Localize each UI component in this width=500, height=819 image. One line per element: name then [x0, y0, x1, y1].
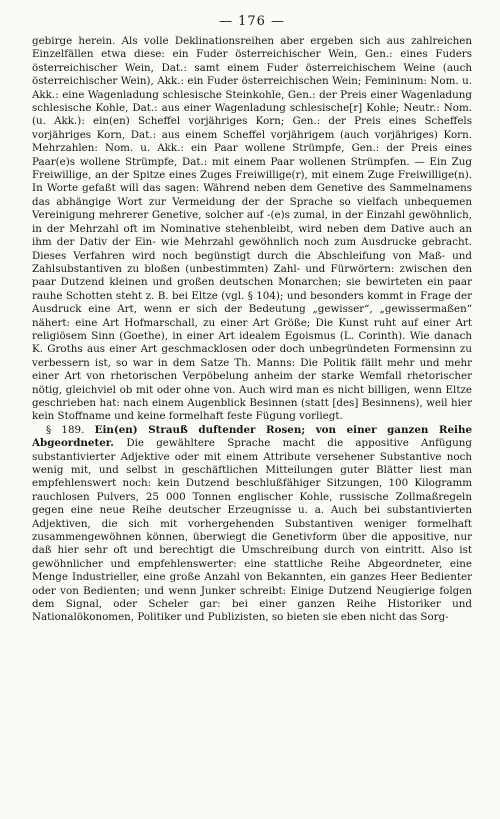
section-heading: Ein(en) Strauß duftender Rosen; von einer ganzen Reihe Abgeordneter.	[32, 423, 472, 450]
page-number: — 176 —	[218, 14, 286, 29]
section-paragraph	[32, 424, 472, 625]
section-number: § 189.	[46, 423, 95, 436]
paragraph: gebirge herein. Als volle Deklinationsreihen aber ergeben sich aus zahlreichen Einzelfällen etwa diese: ein Fuder österreichischer Wein, Gen.: eines Fuders österreichischer Wein, Dat.: samt einem Fuder österreichischem Weine (auch österreichischer Wein), Akk.: ein Fuder österreichischen Wein; Femininum: Nom. u. Akk.: eine Wagenladung schlesische Steinkohle, Gen.: der Preis einer Wagenladung schlesische Kohle, Dat.: aus einer Wagenladung schlesische[r] Kohle; Neutr.: Nom. (u. Akk.): ein(en) Scheffel vorjähriges Korn; Gen.: der Preis eines Scheffels vorjähriges Korn, Dat.: aus einem Scheffel vorjährigem (auch vorjähriges) Korn. Mehrzahlen: Nom. u. Akk.: ein Paar wollene Strümpfe, Gen.: der Preis eines Paar(e)s wollene Strümpfe, Dat.: mit einem Paar wollenen Strümpfen. — Ein Zug Freiwillige, an der Spitze eines Zuges Freiwillige(r), mit einem Zuge Freiwillige(n). In Worte gefaßt will das sagen: Während neben dem Genetive des Sammelnamens das abhängige Wort zur Vermeidung der der Sprache so vielfach unbequemen Vereinigung mehrerer Genetive, solcher auf -(e)s zumal, in der Einzahl gewöhnlich, in der Mehrzahl oft im Nominative stehenbleibt, wird neben dem Dative auch an ihm der Dativ der Ein- wie Mehrzahl gewöhnlich noch zum Ausdrucke gebracht. Dieses Verfahren wird noch begünstigt durch die Abschleifung von Maß- und Zahlsubstantiven zu bloßen (unbestimmten) Zahl- und Fürwörtern: zwischen den paar Dutzend kleinen und großen deutschen Monarchen; sie bewirteten ein paar rauhe Schotten steht z. B. bei Eltze (vgl. § 104); und besonders kommt in Frage der Ausdruck eine Art, wenn er sich der Bedeutung „gewisser“, „gewissermaßen“ nähert: eine Art Hofmarschall, zu einer Art Größe; Die Kunst ruht auf einer Art religiösem Sinn (Goethe), in einer Art idealem Egoismus (L. Corinth). Wie danach K. Groths aus einer Art geschmacklosen oder doch unbegründeten Formensinn zu verbessern ist, so war in dem Satze Th. Manns: Die Politik fällt mehr und mehr einer Art von rhetorischen Verpöbelung anheim der starke Wemfall rhetorischer nötig, gleichviel ob mit oder ohne von. Auch wird man es nicht billigen, wenn Eltze geschrieben hat: nach einem Augenblick Besinnen (statt [des] Besinnens), weil hier kein Stoffname und keine formelhaft feste Fügung vorliegt.	[32, 35, 472, 423]
page-body	[32, 35, 472, 625]
section-body: Die gewähltere Sprache macht die appositive Anfügung substantivierter Adjektive oder mit einem Attribute versehener Substantive noch wenig mit, und selbst in geschäftlichen Mitteilungen guter Blätter liest man empfehlenswert noch: kein Dutzend beschlußfähiger Sitzungen, 100 Kilogramm rauchlosen Pulvers, 25 000 Tonnen englischer Kohle, russische Zollmaßregeln gegen eine neue Reihe deutscher Erzeugnisse u. a. Auch bei substantivierten Adjektiven, die sich mit vorhergehenden Substantiven weniger formelhaft zusammengewöhnen können, überwiegt die Genetivform über die appositive, nur daß hier sehr oft und berechtigt die Umschreibung durch von eintritt. Also ist gewöhnlicher und empfehlenswerter: eine stattliche Reihe Abgeordneter, eine Menge Industrieller, eine große Anzahl von Bekannten, ein ganzes Heer Bedienter oder von Bedienten; und wenn Junker schreibt: Einige Dutzend Neugierige folgen dem Signal, oder Scheler gar: bei einer ganzen Reihe Historiker und Nationalökonomen, Politiker und Publizisten, so bieten sie eben nicht das Sorg-	[32, 437, 472, 624]
